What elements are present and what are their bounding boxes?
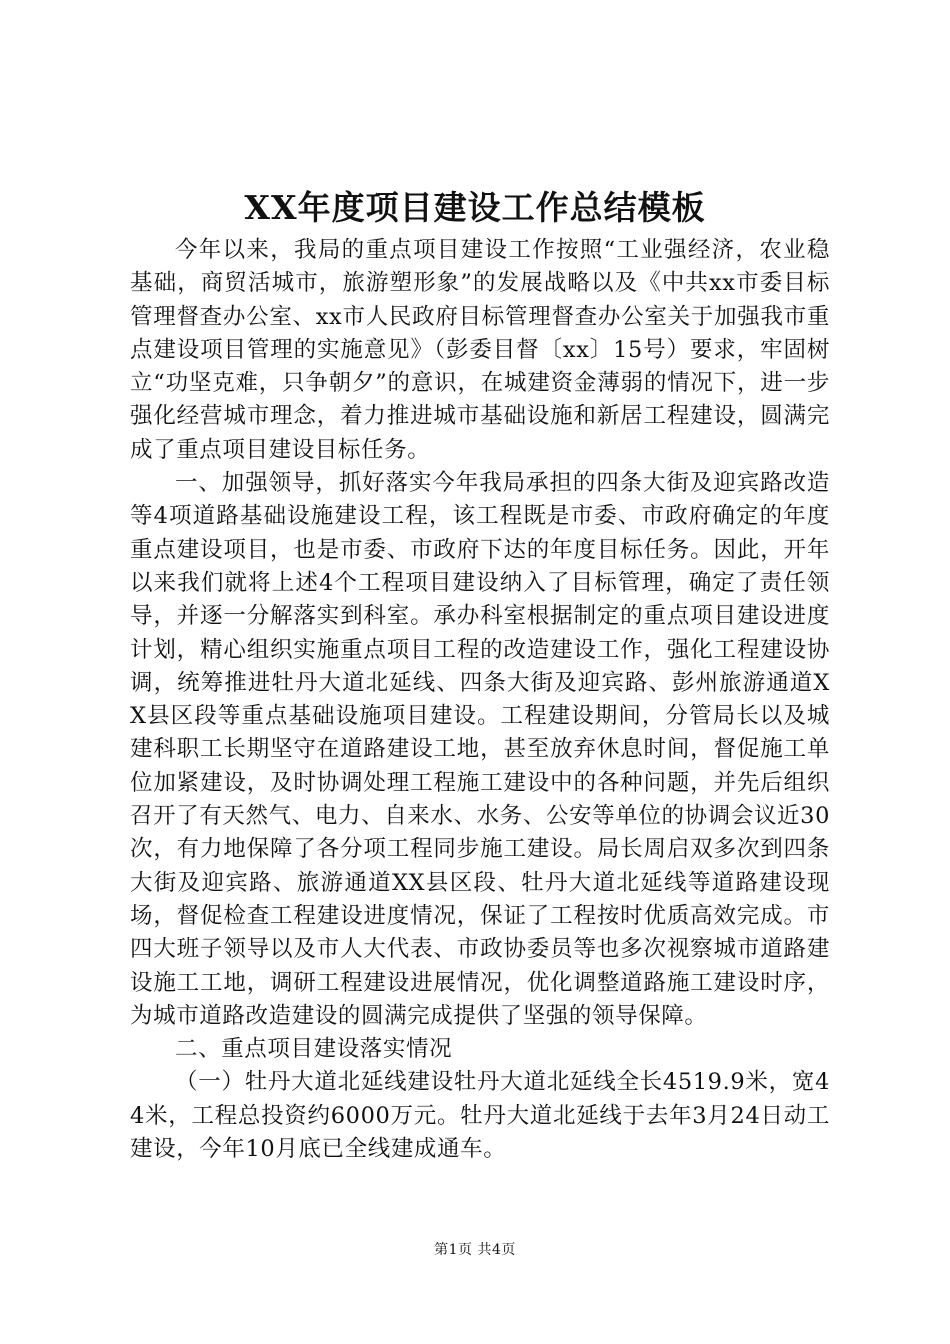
paragraph-item-one: （一）牡丹大道北延线建设牡丹大道北延线全长4519.9米，宽44米，工程总投资约6000万元。牡丹大道北延线于去年3月24日动工建设，今年10月底已全线建成通车。 [130, 1069, 830, 1163]
section-heading-two: 二、重点项目建设落实情况 [175, 1036, 453, 1063]
paragraph-section-one: 一、加强领导，抓好落实今年我局承担的四条大街及迎宾路改造等4项道路基础设施建设工程，该工程既是市委、市政府确定的年度重点建设项目，也是市委、市政府下达的年度目标任务。因此，开年以来我们就将上述4个工程项目建设纳入了目标管理，确定了责任领导，并逐一分解落实到科室。承办科室根据制定的重点项目建设进度计划，精心组织实施重点项目工程的改造建设工作，强化工程建设协调，统筹推进牡丹大道北延线、四条大街及迎宾路、彭州旅游通道XX县区段等重点基础设施项目建设。工程建设期间，分管局长以及城建科职工长期坚守在道路建设工地，甚至放弃休息时间，督促施工单位加紧建设，及时协调处理工程施工建设中的各种问题，并先后组织召开了有天然气、电力、自来水、水务、公安等单位的协调会议近30次，有力地保障了各分项工程同步施工建设。局长周启双多次到四条大街及迎宾路、旅游通道XX县区段、牡丹大道北延线等道路建设现场，督促检查工程建设进度情况，保证了工程按时优质高效完成。市四大班子领导以及市人大代表、市政协委员等也多次视察城市道路建设施工工地，调研工程建设进展情况，优化调整道路施工建设时序，为城市道路改造建设的圆满完成提供了坚强的领导保障。 [130, 470, 830, 1029]
paragraph-intro: 今年以来，我局的重点项目建设工作按照“工业强经济，农业稳基础，商贸活城市，旅游塑形象”的发展战略以及《中共xx市委目标管理督查办公室、xx市人民政府目标管理督查办公室关于加强我市重点建设项目管理的实施意见》（彭委目督〔xx〕15号）要求，牢固树立“功坚克难，只争朝夕”的意识，在城建资金薄弱的情况下，进一步强化经营城市理念，着力推进城市基础设施和新居工程建设，圆满完成了重点项目建设目标任务。 [130, 237, 830, 463]
page-footer [0, 1240, 950, 1260]
document-title: XX年度项目建设工作总结模板 [244, 188, 706, 227]
document-body [130, 234, 830, 1166]
page-number: 第1页 共4页 [434, 1242, 516, 1258]
